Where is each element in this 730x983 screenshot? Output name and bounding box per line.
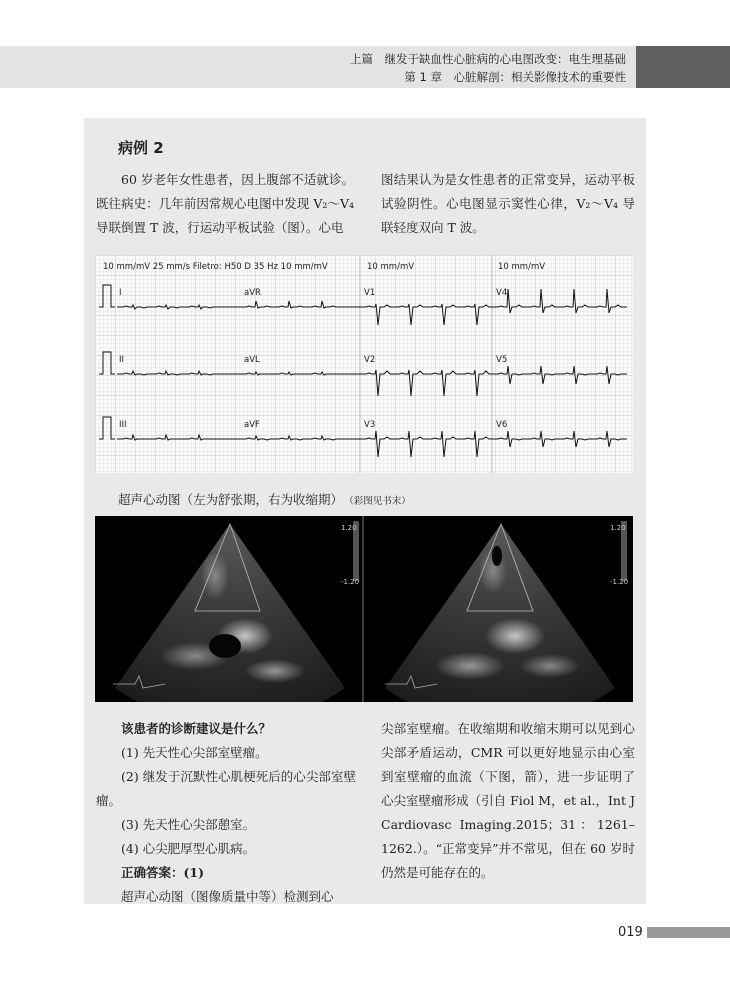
echo-scale-top-right: 1.20 <box>610 524 626 532</box>
question-column <box>96 717 356 909</box>
echo-caption-note: （彩图见书末） <box>349 496 411 507</box>
page-number-bar <box>647 927 730 938</box>
page-number: 019 <box>618 925 643 940</box>
chapter-title: 第 1 章 心脏解剖：相关影像技术的重要性 <box>404 70 626 84</box>
ecg-lead-label-v4: V4 <box>496 288 508 298</box>
echo-scale-bottom-right: -1.20 <box>610 578 629 586</box>
case-title: 病例 2 <box>118 139 164 157</box>
echo-caption <box>118 490 411 508</box>
intro-left-text: 60 岁老年女性患者，因上腹部不适就诊。既往病史：几年前因常规心电图中发现 V₂～V₄ 导联倒置 T 波，行运动平板试验（图）。心电 <box>96 172 354 235</box>
ecg-lead-label-v6: V6 <box>496 420 508 430</box>
explanation-start: 超声心动图（图像质量中等）检测到心 <box>121 889 334 904</box>
echo-scale-bottom-left: -1.20 <box>341 578 360 586</box>
intro-right-column <box>381 168 635 240</box>
ecg-lead-label-v1: V1 <box>364 288 376 298</box>
ecg-lead-label-i: I <box>119 288 122 298</box>
ecg-lead-label-iii: III <box>119 420 127 430</box>
ecg-settings-1: 10 mm/mV 25 mm/s Filetro: H50 D 35 Hz 10 mm/mV <box>103 262 328 272</box>
answer-label: 正确答案：(1) <box>121 865 205 880</box>
intro-right-text: 图结果认为是女性患者的正常变异，运动平板试验阴性。心电图显示窦性心律，V₂～V₄ 导联轻度双向 T 波。 <box>381 172 635 235</box>
ecg-figure <box>95 255 633 473</box>
ecg-settings-3: 10 mm/mV <box>498 262 546 272</box>
ecg-lead-label-avf: aVF <box>244 420 260 430</box>
echo-scale-top-left: 1.20 <box>341 524 357 532</box>
ecg-lead-label-avr: aVR <box>244 288 261 298</box>
ecg-lead-label-avl: aVL <box>244 355 260 365</box>
question-title: 该患者的诊断建议是什么？ <box>121 721 272 736</box>
ecg-lead-label-v3: V3 <box>364 420 376 430</box>
part-title: 上篇 继发于缺血性心脏病的心电图改变：电生理基础 <box>350 52 626 66</box>
explanation-column <box>381 717 635 885</box>
echo-caption-text: 超声心动图（左为舒张期，右为收缩期） <box>118 492 344 507</box>
question-option-4: (4) 心尖肥厚型心肌病。 <box>121 841 256 856</box>
question-option-1: (1) 先天性心尖部室壁瘤。 <box>121 745 268 760</box>
ecg-lead-label-v2: V2 <box>364 355 376 365</box>
question-option-2: (2) 继发于沉默性心肌梗死后的心尖部室壁瘤。 <box>96 769 356 808</box>
ecg-settings-2: 10 mm/mV <box>367 262 415 272</box>
ecg-lead-label-ii: II <box>119 355 125 365</box>
explanation-continued: 尖部室壁瘤。在收缩期和收缩末期可以见到心尖部矛盾运动，CMR 可以更好地显示由心室到室壁瘤的血流（下图，箭），进一步证明了心尖室壁瘤形成（引自 Fiol M，et al.，Int J Cardiovasc Imaging.2015；31：1261–1262.）。“正常变异”并不常见，但在 60 岁时仍然是可能存在的。 <box>381 721 635 880</box>
echocardiogram-figure <box>95 516 633 702</box>
ecg-lead-label-v5: V5 <box>496 355 508 365</box>
question-option-3: (3) 先天性心尖部憩室。 <box>121 817 256 832</box>
running-header-tab <box>636 46 730 88</box>
intro-left-column <box>96 168 354 240</box>
